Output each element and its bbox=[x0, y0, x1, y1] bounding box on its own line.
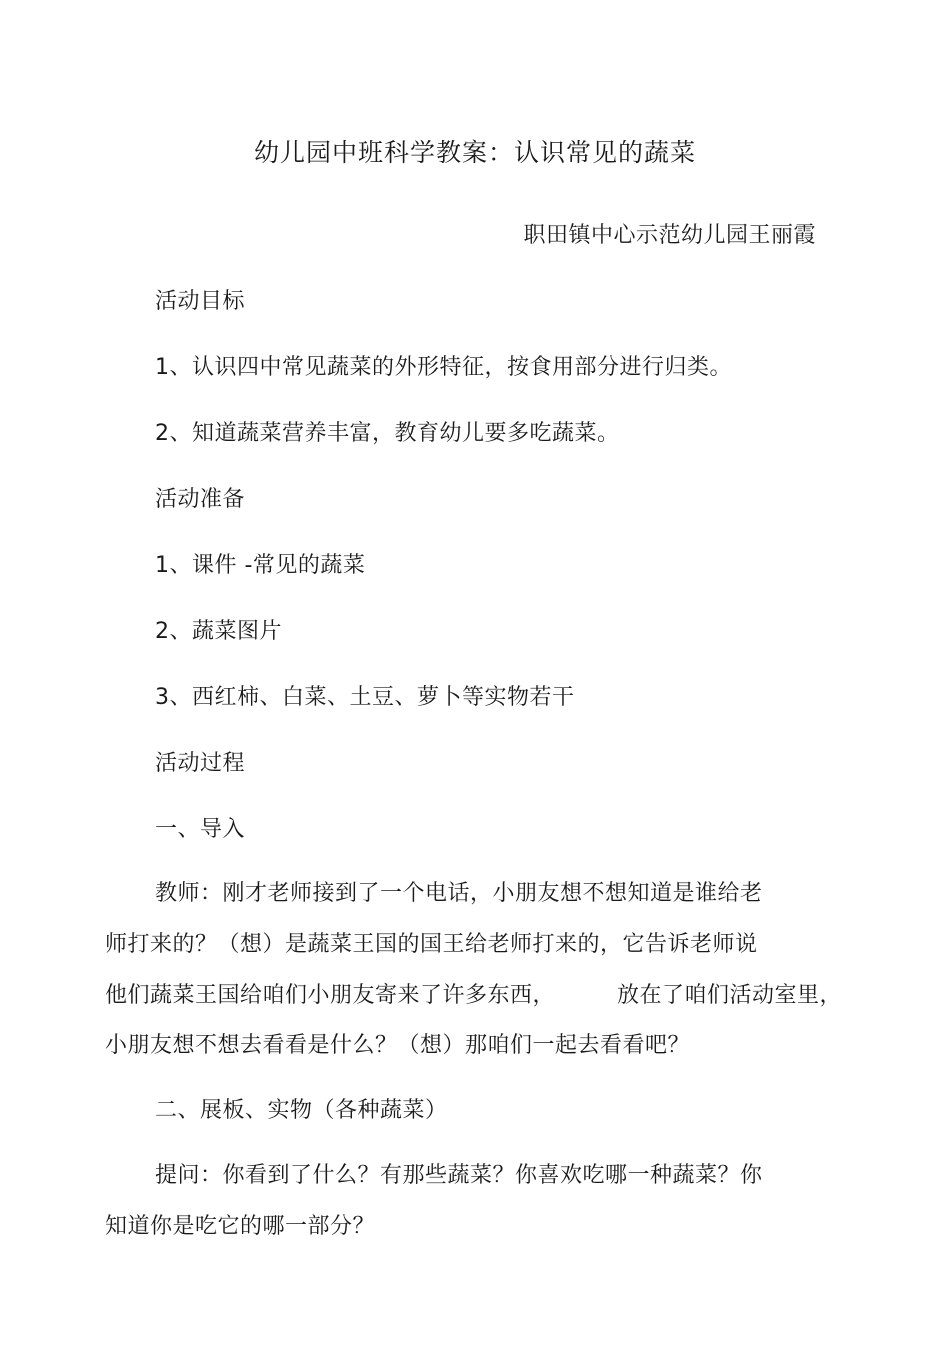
paragraph-line: 知道你是吃它的哪一部分？ bbox=[105, 1214, 376, 1239]
goal-item: 2、知道蔬菜营养丰富，教育幼儿要多吃蔬菜。 bbox=[155, 421, 620, 446]
paragraph-line: 小朋友想不想去看看是什么？（想）那咱们一起去看看吧？ bbox=[105, 1033, 691, 1058]
paragraph-segment: 放在了咱们活动室里， bbox=[617, 983, 843, 1008]
step-heading: 二、展板、实物（各种蔬菜） bbox=[155, 1098, 448, 1123]
section-heading-prep: 活动准备 bbox=[155, 487, 246, 512]
paragraph-line: 师打来的？（想）是蔬菜王国的国王给老师打来的，它告诉老师说 bbox=[105, 932, 758, 957]
document-title: 幼儿园中班科学教案：认识常见的蔬菜 bbox=[253, 138, 696, 167]
section-heading-goals: 活动目标 bbox=[155, 289, 246, 314]
prep-item: 1、课件 -常见的蔬菜 bbox=[155, 553, 366, 578]
prep-item: 3、西红柿、白菜、土豆、萝卜等实物若干 bbox=[155, 685, 575, 710]
step-heading: 一、导入 bbox=[155, 817, 246, 842]
section-heading-process: 活动过程 bbox=[155, 751, 246, 776]
goal-item: 1、认识四中常见蔬菜的外形特征，按食用部分进行归类。 bbox=[155, 355, 732, 380]
paragraph-segment: 他们蔬菜王国给咱们小朋友寄来了许多东西， bbox=[105, 983, 556, 1008]
author-line: 职田镇中心示范幼儿园王丽霞 bbox=[523, 223, 816, 248]
paragraph-line: 提问：你看到了什么？有那些蔬菜？你喜欢吃哪一种蔬菜？你 bbox=[155, 1163, 763, 1188]
paragraph-line: 教师：刚才老师接到了一个电话，小朋友想不想知道是谁给老 bbox=[155, 881, 763, 906]
paragraph-line bbox=[105, 982, 842, 1010]
prep-item: 2、蔬菜图片 bbox=[155, 619, 282, 644]
